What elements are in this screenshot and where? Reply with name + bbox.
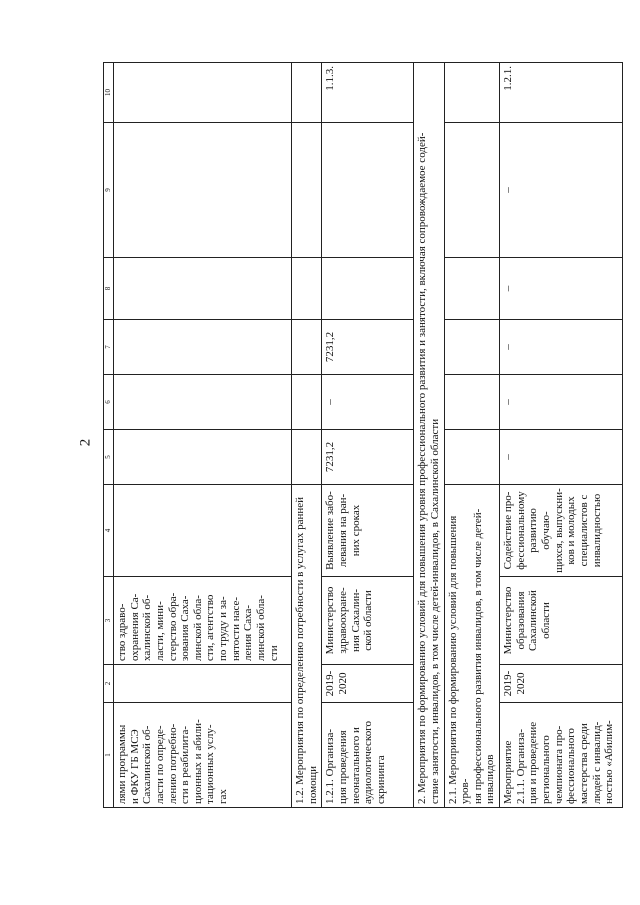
col-number-7: 7 (104, 320, 114, 375)
section-row (444, 63, 500, 808)
result-cell: Выявление забо- левания на ран- них сроках (322, 485, 414, 577)
empty-cell (114, 430, 292, 485)
col-number-10: 10 (104, 63, 114, 123)
funding-other-cell: – (500, 123, 623, 258)
empty-cell (114, 665, 292, 703)
funding-federal-cell: – (500, 375, 623, 430)
col-number-4: 4 (104, 485, 114, 577)
funding-total-cell: – (500, 430, 623, 485)
empty-cell (444, 258, 500, 320)
executor-cell: Министерство образования Сахалинской области (500, 577, 623, 665)
col-number-6: 6 (104, 375, 114, 430)
rotated-table-container (103, 63, 623, 808)
empty-cell (292, 430, 322, 485)
period-cell: 2019- 2020 (322, 665, 414, 703)
empty-cell (292, 258, 322, 320)
table-row (114, 63, 292, 808)
col-number-1: 1 (104, 703, 114, 808)
section-1-2-heading: 1.2. Мероприятия по определению потребности в услугах ранней помощи (292, 485, 322, 808)
table-row (500, 63, 623, 808)
section-row (292, 63, 322, 808)
measures-table (103, 62, 623, 808)
empty-cell (292, 63, 322, 123)
executor-cell: Министерство здравоохране- ния Сахалин- ской области (322, 577, 414, 665)
col-number-3: 3 (104, 577, 114, 665)
empty-cell (322, 258, 414, 320)
funding-local-cell: – (500, 258, 623, 320)
event-1-2-1-cell: 1.2.1. Организа- ция проведения неонатального и аудиологического скрининга (322, 703, 414, 808)
col-number-2: 2 (104, 665, 114, 703)
empty-cell (322, 123, 414, 258)
empty-cell (114, 485, 292, 577)
empty-cell (292, 123, 322, 258)
continuation-executor-cell: ство здраво- охранения Са- халинской об- ласти, мини- стерство обра- зования Саха- линской обла- сти, агентство по труду и за- нятости насе- ления Саха- линской обла- сти (114, 577, 292, 665)
empty-cell (292, 320, 322, 375)
col-number-5: 5 (104, 430, 114, 485)
result-cell: Содействие про- фессиональному развитию обучаю- щихся, выпускни- ков и молодых специалистов с инвалидностью (500, 485, 623, 577)
col-number-9: 9 (104, 123, 114, 258)
funding-regional-cell: – (500, 320, 623, 375)
empty-cell (114, 123, 292, 258)
indicator-link-cell: 1.2.1. (500, 63, 623, 123)
funding-federal-cell: – (322, 375, 414, 430)
page-number: 2 (77, 438, 94, 447)
event-2-1-1-cell: Мероприятие 2.1.1. Организа- ция и проведение регионального чемпионата про- фессионального мастерства среди людей с инвалид- ностью «Абилим- (500, 703, 623, 808)
empty-cell (444, 123, 500, 258)
funding-total-cell: 7231,2 (322, 430, 414, 485)
indicator-link-cell: 1.1.3. (322, 63, 414, 123)
empty-cell (444, 320, 500, 375)
empty-cell (444, 375, 500, 430)
empty-cell (292, 375, 322, 430)
empty-cell (114, 320, 292, 375)
section-row (414, 63, 444, 808)
empty-cell (114, 258, 292, 320)
table-row (322, 63, 414, 808)
column-number-row (104, 63, 114, 808)
empty-cell (114, 375, 292, 430)
empty-cell (444, 430, 500, 485)
period-cell: 2019- 2020 (500, 665, 623, 703)
col-number-8: 8 (104, 258, 114, 320)
funding-regional-cell: 7231,2 (322, 320, 414, 375)
section-2-heading: 2. Мероприятия по формированию условий для повышения уровня профессионального развития и занятости, включая сопровождаемое содей- ствие занятости, инвалидов, в том числе детей-инвалидов, в Сахалинской области (414, 63, 444, 808)
section-2-1-heading: 2.1. Мероприятия по формированию условий для повышения уров- ня профессионального развития инвалидов, в том числе детей- инвалидов (444, 485, 500, 808)
empty-cell (444, 63, 500, 123)
continuation-event-cell: лями программы и ФКУ ГБ МСЭ Сахалинской об- ласти по опреде- лению потребно- сти в реабилита- ционных и абили- тационных услу- гах (114, 703, 292, 808)
empty-cell (114, 63, 292, 123)
